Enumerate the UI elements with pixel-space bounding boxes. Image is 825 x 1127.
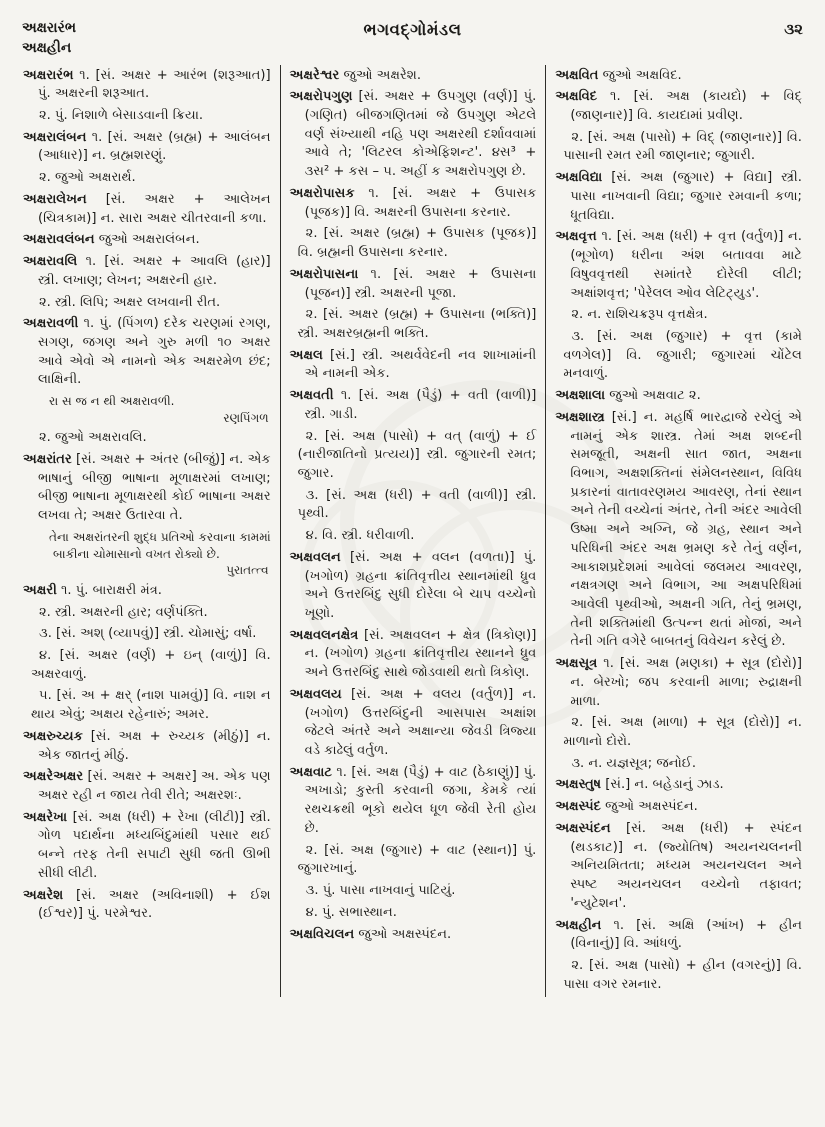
dictionary-entry	[23, 67, 271, 104]
entry-text: ૨. પું. નિશાળે બેસાડવાની ક્રિયા.	[39, 108, 204, 124]
entry-text: તેના અક્ષરાંતરની શુદ્ધ પ્રતિઓ કરવાના કામમાં બાકીના ચોમાસાનો વખત રોક્યો છે.	[49, 529, 271, 561]
entry-text: ૪. પું. સભાસ્થાન.	[305, 904, 397, 920]
guide-word-first: અક્ષરારંભ	[22, 20, 77, 36]
sub-sense	[555, 957, 802, 994]
dictionary-entry	[555, 820, 802, 914]
headword: અક્ષવિદ્યા	[555, 170, 603, 186]
entry-text: ૧. [સં. અક્ષર + આવલિ (હાર)] સ્ત્રી. લખાણ; લેખન; અક્ષરની હાર.	[38, 254, 271, 288]
entry-text: ૧. [સં. અક્ષ (ધરી) + વૃત્ત (વર્તુળ)] ન. (ભૂગોળ) ધરીના અંશ બતાવવા માટે વિષુવવૃત્તથી સમાંતરે દોરેલી લીટી; અક્ષાંશવૃત્ત; 'પેરેલલ ઓવ લેટિટ્યુડ'.	[570, 229, 802, 301]
sub-sense	[290, 487, 537, 524]
citation-quote	[23, 393, 271, 410]
entry-text: ૨. સ્ત્રી. અક્ષરની હાર; વર્ણપંક્તિ.	[39, 604, 208, 620]
dictionary-entry	[290, 686, 537, 761]
entry-text: ૫. [સં. અ + ક્ષર્ (નાશ પામવું)] વિ. નાશ ન થાય એવું; અક્ષય રહેનારું; અમર.	[31, 688, 271, 723]
entry-text: ૨. [સં. અક્ષ (માળા) + સૂત્ર (દોરો)] ન. માળાનો દોરો.	[563, 715, 802, 750]
headword: અક્ષવૃત્ત	[555, 229, 597, 245]
entry-text: ૨. જુઓ અક્ષરાર્થ.	[39, 170, 136, 186]
headword: અક્ષરેશ	[23, 887, 64, 903]
headword: અક્ષવિચલન	[289, 926, 355, 942]
headword: અક્ષલ	[289, 347, 323, 363]
headword: અક્ષવતી	[289, 388, 334, 404]
entry-text: [સં. અક્ષર + આલેખન (ચિત્રકામ)] ન. સારા અક્ષર ચીતરવાની કળા.	[38, 191, 271, 226]
headword: અક્ષસૂત્ર	[555, 656, 598, 672]
entry-text: જુઓ અક્ષરાલંબન.	[94, 232, 200, 248]
headword: અક્ષસ્પંદન	[555, 820, 611, 836]
entry-text: ૨. જુઓ અક્ષરાવલિ.	[39, 430, 147, 446]
headword: અક્ષરાવલંબન	[23, 232, 95, 248]
sub-sense	[23, 429, 271, 448]
sub-sense	[555, 129, 802, 166]
headword: અક્ષરોપાસના	[289, 266, 359, 282]
headword: અક્ષરાંતર	[23, 452, 72, 467]
entry-text: [સં. અક્ષર (અવિનાશી) + ઈશ (ઈશ્વર)] પું. પરમેશ્વર.	[38, 887, 271, 922]
dictionary-entry	[555, 387, 802, 406]
entry-text: પુરાતત્ત્વ	[226, 563, 269, 578]
entry-text: ૨. [સં. અક્ષ (પાસો) + વત્ (વાળું) + ઈ (નારીજાતિનો પ્રત્યય)] સ્ત્રી. જુગારની રમત; જુગાર.	[297, 428, 537, 481]
entry-text: ૧. [સં. અક્ષ (મણકા) + સૂત્ર (દોરો)] ન. બેરખો; જપ કરવાની માળા; રુદ્રાક્ષની માળા.	[570, 656, 802, 709]
sub-sense	[555, 755, 802, 774]
entry-text: [સં. અક્ષ (ધરી) + સ્પંદન (થડકાટ)] ન. (જ્યોતિષ) અયનચલનની અનિયમિતતા; મધ્યમ અયનચલન અને સ્પષ્ટ અયનચલન વચ્ચેનો તફાવત; 'ન્યુટેશન'.	[570, 820, 802, 911]
text-columns	[14, 65, 811, 998]
entry-text: ૪. [સં. અક્ષર (વર્ણ) + ઇન્ (વાળું)] વિ. અક્ષરવાળું.	[31, 648, 271, 682]
sub-sense	[290, 882, 537, 901]
entry-text: ૨. [સં. અક્ષ (જુગાર) + વાટ (સ્થાન)] પું. જુગારખાનું.	[297, 842, 537, 877]
dictionary-entry	[23, 728, 271, 765]
headword: અક્ષરાવલિ	[23, 254, 78, 270]
entry-text: ૧. [સં. અક્ષ (પૈડું) + વાટ (ઠેકાણું)] પું. અખાડો; કુસ્તી કરવાની જગા, કેમકે ત્યાં રથચક્રથી ભૂકો થયેલ ધૂળ જેવી રેતી હોય છે.	[304, 764, 537, 836]
sub-sense	[23, 687, 271, 724]
entry-text: [સં. અક્ષર + અંતર (બીજું)] ન. એક ભાષાનું બીજી ભાષાના મૂળાક્ષરમાં લખાણ; બીજી ભાષાના મૂળાક્ષરથી કોઈ ભાષાના અક્ષર લખવા તે; અક્ષર ઉતારવા તે.	[38, 452, 271, 524]
dictionary-entry	[555, 67, 802, 86]
dictionary-entry	[555, 228, 802, 303]
dictionary-entry	[23, 582, 271, 601]
dictionary-entry	[555, 169, 802, 225]
entry-text: ૩. પું. પાસા નાખવાનું પાટિયું.	[305, 883, 456, 899]
sub-sense	[555, 306, 802, 325]
dictionary-entry	[555, 655, 802, 711]
headword: અક્ષરારંભ	[23, 67, 74, 83]
page-number: ૩૨	[784, 20, 803, 38]
headword: અક્ષવલય	[289, 686, 342, 702]
dictionary-entry	[23, 887, 271, 924]
entry-text: ૩. [સં. અક્ષ (ધરી) + વતી (વાળી)] સ્ત્રી. પૃથ્વી.	[297, 487, 537, 522]
sub-sense	[23, 169, 271, 188]
dictionary-entry	[23, 809, 271, 884]
guide-word-last: અક્ષહીન	[22, 40, 72, 57]
book-title: ભગવદ્ગોમંડલ	[363, 20, 462, 39]
dictionary-entry	[290, 266, 537, 303]
column-1	[14, 65, 280, 998]
guide-words	[22, 18, 256, 59]
entry-text: [સં. અક્ષવલન + ક્ષેત્ર (ત્રિકોણ)] ન. (ખગોળ) ગ્રહના ક્રાંતિવૃત્તીય સ્થાનને ધ્રુવ અને ઉત્તરબિંદુ સાથે જોડવાથી થતો ત્રિકોણ.	[304, 627, 537, 681]
entry-text: [સં. અક્ષ (ધરી) + રેખા (લીટી)] સ્ત્રી. ગોળ પદાર્થના મધ્યબિંદુમાંથી પસાર થઈ બન્ને તરફ તેની સપાટી સુધી જતી ઊભી સીધી લીટી.	[38, 809, 271, 881]
entry-text: જુઓ અક્ષરેશ.	[339, 67, 422, 83]
headword: અક્ષરાવળી	[23, 316, 79, 332]
headword: અક્ષવિત	[555, 67, 599, 83]
entry-text: ૨. [સં. અક્ષ (પાસો) + વિદ્ (જાણનાર)] વિ. પાસાની રમત રમી જાણનાર; જુગારી.	[563, 129, 802, 164]
entry-text: ૧. [સં. અક્ષર + ઉપાસના (પૂજન)] સ્ત્રી. અક્ષરની પૂજા.	[304, 266, 537, 301]
page-header	[22, 18, 803, 59]
dictionary-entry	[290, 627, 537, 683]
dictionary-entry	[290, 549, 537, 624]
dictionary-entry	[290, 88, 537, 182]
dictionary-entry	[290, 764, 537, 839]
entry-text: [સં. અક્ષ + રુચ્યક (મીઠું)] ન. એક જાતનું મીઠું.	[38, 728, 271, 763]
entry-text: જુઓ અક્ષવાટ ૨.	[605, 388, 701, 404]
entry-text: [સં. અક્ષ (જુગાર) + વિદ્યા] સ્ત્રી. પાસા નાખવાની વિદ્યા; જુગાર રમવાની કળા; ધૂતવિદ્યા.	[570, 170, 802, 223]
entry-text: ૧. [સં. અક્ષર + ઉપાસક (પૂજક)] વિ. અક્ષરની ઉપાસના કરનાર.	[304, 185, 537, 220]
headword: અક્ષરેઅક્ષર	[23, 769, 84, 785]
entry-text: રણપિંગળ	[223, 410, 269, 425]
headword: અક્ષરી	[23, 582, 57, 598]
headword: અક્ષરાલેખન	[23, 191, 87, 207]
entry-text: [સં. અક્ષ + વલય (વર્તુળ)] ન. (ખગોળ) ઉત્તરબિંદુની આસપાસ અક્ષાંશ જેટલે અંતરે અને અક્ષાન્યા જેવડી ત્રિજ્યા વડે કાઢેલું વર્તુળ.	[304, 686, 537, 759]
sub-sense	[555, 714, 802, 751]
dictionary-entry	[23, 253, 271, 290]
headword: અક્ષશાસ્ત્ર	[555, 409, 605, 425]
entry-text: [સં. અક્ષર + ઉપગુણ (વર્ણ)] પું. (ગણિત) બીજગણિતમાં જે ઉપગુણ એટલે વર્ણ સંખ્યાથી નહિ પણ અક્ષરથી દર્શાવવામાં આવે તે; 'લિટરલ કોએફિશન્ટ'. ૪સ³ + ૩સ² + કસ – ૫. અહીં ક અક્ષરોપગુણ છે.	[304, 89, 537, 180]
headword: અક્ષરોપગુણ	[289, 89, 353, 105]
sub-sense	[290, 904, 537, 923]
headword: અક્ષસ્તુષ	[555, 777, 602, 793]
dictionary-entry	[555, 88, 802, 125]
entry-text: ૧. પું. (પિંગળ) દરેક ચરણમાં રગણ, સગણ, જગણ અને ગુરુ મળી ૧૦ અક્ષર આવે એવો એ નામનો એક અક્ષરમેળ છંદ; લાક્ષિની.	[38, 316, 271, 388]
dictionary-entry	[23, 231, 271, 250]
sub-sense	[290, 527, 537, 546]
sub-sense	[290, 428, 537, 484]
sub-sense	[290, 306, 537, 343]
headword: અક્ષરાલંબન	[23, 129, 87, 145]
entry-text: ૨. સ્ત્રી. લિપિ; અક્ષર લખવાની રીત.	[39, 294, 221, 310]
column-3	[545, 65, 811, 998]
sub-sense	[23, 647, 271, 684]
entry-text: [સં. અક્ષર + અક્ષર] અ. એક પણ અક્ષર રહી ન જાય તેવી રીતે; અક્ષરશઃ.	[38, 769, 271, 804]
entry-text: [સં.] ન. મહર્ષિ ભારદ્વાજે રચેલું એ નામનું એક શાસ્ત્ર. તેમાં અક્ષ શબ્દની સમજૂતી, અક્ષની સાત જાત, અક્ષના વિભાગ, અક્ષશક્તિનાં સંમેલનસ્થાન, વિવિધ પ્રકારનાં વાતાવરણમય આવરણ, તેનાં સ્થાન અને તેની વચ્ચેનાં અંતર, તેની અંદર આવેલી ઉષ્મા અને અગ્નિ, જે ગ્રહ, સ્થાન અને પરિધિની અંદર અક્ષ ભ્રમણ કરે તેનું વર્ણન, આકાશપ્રદેશમાં આવેલાં જલમય આવરણ, નક્ષત્રગણ અને વિભાગ, આ અક્ષપરિધિમાં આવેલી પૃથ્વીઓ, અક્ષની ગતિ, તેનું ભ્રમણ, તેની શક્તિમાંથી ઉત્પન્ન થતાં મોજાં, અને તેની ગતિ વગેરે બાબતનું વિવેચન કરેલું છે.	[570, 409, 802, 650]
entry-text: ૪. વિ. સ્ત્રી. ધરીવાળી.	[305, 528, 415, 544]
sub-sense	[23, 604, 271, 623]
entry-text: [સં. અક્ષ + વલન (વળતા)] પું. (ખગોળ) ગ્રહના ક્રાંતિવૃત્તીય સ્થાનમાંથી ધ્રુવ અને ઉત્તરબિંદુ સુધી દોરેલા બે ચાપ વચ્ચેનો ખૂણો.	[304, 549, 537, 621]
entry-text: ૩. ન. યજ્ઞસૂત્ર; જનોઈ.	[571, 755, 697, 771]
entry-text: ૨. ન. રાશિચક્રરૂપ વૃત્તક્ષેત્ર.	[571, 307, 708, 323]
citation-quote	[23, 529, 271, 563]
sub-sense	[290, 225, 537, 262]
entry-text: ૨. [સં. અક્ષર (બ્રહ્મ) + ઉપાસક (પૂજક)] વિ. બ્રહ્મની ઉપાસના કરનાર.	[297, 226, 537, 261]
headword: અક્ષવિદ	[555, 89, 598, 105]
dictionary-entry	[555, 798, 802, 817]
headword: અક્ષરુચ્યક	[23, 728, 83, 744]
citation-source	[23, 411, 269, 425]
dictionary-entry	[290, 926, 537, 945]
entry-text: [સં.] ન. બહેડાનું ઝાડ.	[601, 777, 724, 793]
entry-text: ૩. [સં. અક્ષ (જુગાર) + વૃત્ત (કામે વળગેલ)] વિ. જુગારી; જુગારમાં ચોંટેલ મનવાળું.	[563, 328, 802, 382]
dictionary-entry	[23, 451, 271, 526]
entry-text: ૨. [સં. અક્ષર (બ્રહ્મ) + ઉપાસના (ભક્તિ)] સ્ત્રી. અક્ષરબ્રહ્મની ભક્તિ.	[297, 307, 537, 341]
headword: અક્ષવાટ	[289, 764, 332, 780]
entry-text: ૩. [સં. અશ્ (વ્યાપવું)] સ્ત્રી. ચોમાસું; વર્ષા.	[39, 626, 257, 642]
entry-text: [સં.] સ્ત્રી. અથર્વવેદની નવ શાખામાંની એ નામની એક.	[304, 347, 537, 382]
headword: અક્ષરોપાસક	[289, 185, 355, 201]
dictionary-entry	[555, 917, 802, 954]
headword: અક્ષહીન	[555, 917, 602, 933]
headword: અક્ષશાલા	[555, 388, 606, 404]
headword: અક્ષરેખા	[23, 809, 68, 825]
dictionary-entry	[290, 185, 537, 222]
entry-text: ૧. પું. બારાક્ષરી મંત્ર.	[56, 582, 162, 598]
headword: અક્ષસ્પંદ	[555, 799, 601, 815]
dictionary-entry	[555, 776, 802, 795]
entry-text: ૧. [સં. અક્ષિ (આંખ) + હીન (વિનાનું)] વિ. આંધળું.	[570, 917, 802, 952]
entry-text: ૧. [સં. અક્ષ (કાયદો) + વિદ્ (જાણનાર)] વિ. કાયદામાં પ્રવીણ.	[570, 89, 802, 124]
entry-text: રા સ જ ન થી અક્ષરાવળી.	[49, 394, 175, 409]
entry-text: જુઓ અક્ષસ્પંદન.	[600, 799, 698, 815]
dictionary-entry	[290, 387, 537, 424]
entry-text: ૧. [સં. અક્ષર (બ્રહ્મ) + આલંબન (આધાર)] ન. બ્રહ્મશરણું.	[38, 129, 271, 164]
headword: અક્ષરેશ્વર	[289, 67, 340, 83]
headword: અક્ષવલન	[289, 549, 341, 565]
dictionary-entry	[23, 315, 271, 390]
headword: અક્ષવલનક્ષેત્ર	[289, 627, 359, 643]
entry-text: ૧. [સં. અક્ષ (પૈડું) + વતી (વાળી)] સ્ત્રી. ગાડી.	[304, 388, 537, 422]
sub-sense	[290, 842, 537, 879]
sub-sense	[23, 107, 271, 126]
citation-source	[23, 563, 269, 577]
entry-text: જુઓ અક્ષવિદ.	[598, 67, 682, 83]
sub-sense	[23, 294, 271, 313]
entry-text: જુઓ અક્ષસ્પંદન.	[354, 926, 452, 942]
dictionary-entry	[290, 347, 537, 384]
column-2	[280, 65, 546, 998]
dictionary-entry	[23, 129, 271, 166]
dictionary-entry	[555, 409, 802, 652]
sub-sense	[23, 625, 271, 644]
entry-text: ૨. [સં. અક્ષ (પાસો) + હીન (વગરનું)] વિ. પાસા વગર રમનાર.	[563, 957, 802, 992]
sub-sense	[555, 328, 802, 384]
dictionary-entry	[290, 67, 537, 86]
dictionary-entry	[23, 768, 271, 805]
entry-text: ૧. [સં. અક્ષર + આરંભ (શરૂઆત)] પું. અક્ષરની શરૂઆત.	[38, 67, 271, 102]
dictionary-entry	[23, 191, 271, 228]
